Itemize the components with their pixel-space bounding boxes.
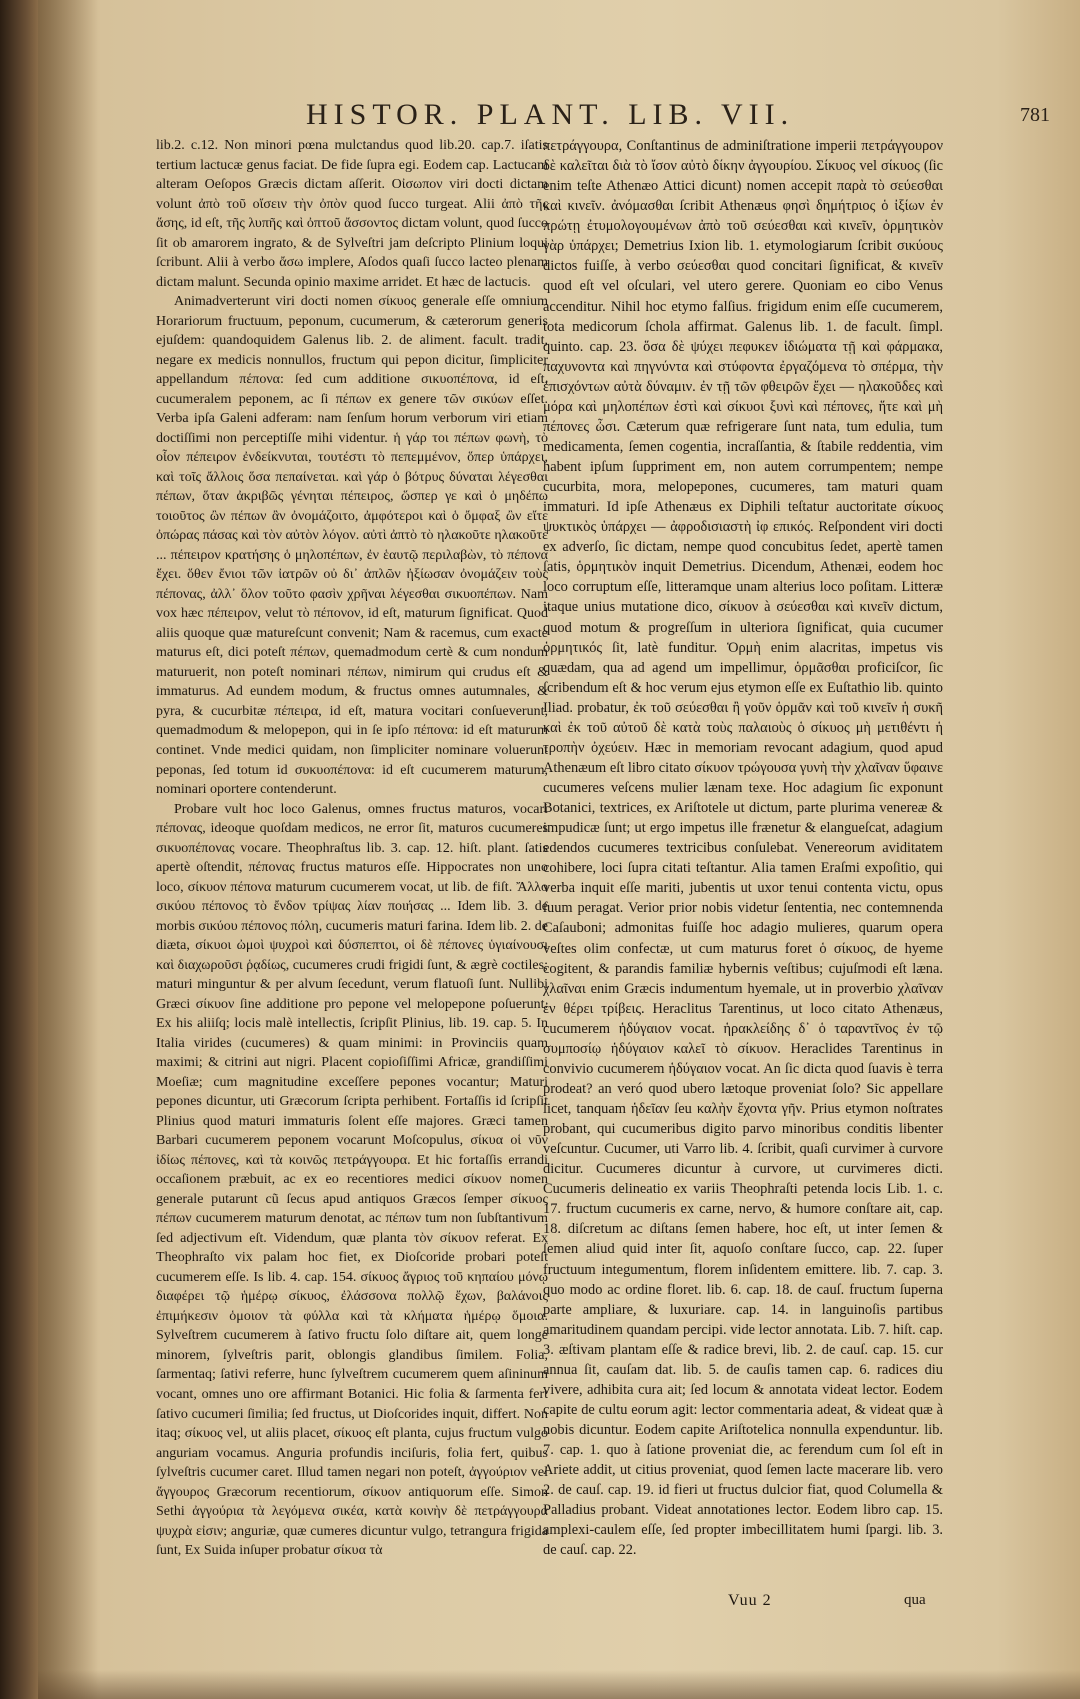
- paragraph: Animadverterunt viri docti nomen σίκυος generale eſſe omnium Horariorum fructuum, peponum, cucumerum, & cæterorum generis ejuſdem: quandoquidem Galenus lib. 2. de aliment. facult. tradit, negare ex medicis nonnullos, fructum qui pepon dicitur, ſimpliciter appellandum πέπονα: ſed cum additione σικυοπέπονα, id eſt, cucumeralem peponem, ac ſi πέπων ex genere τῶν σικύων eſſet. Verba ipſa Galeni adferam: nam ſenſum horum verborum viri etiam doctiſſimi non perceptiſſe mihi videntur. ἡ γάρ τοι πέπων φωνὴ, τὸ οἷον πέπειρον ἐνδείκνυται, τουτέστι τὸ πεπεμμένον, ὅπερ ὑπάρχει, καὶ τοῖς ἄλλοις ὅσα πεπαίνεται. καὶ γάρ ὁ βότρυς δύναται λέγεσθαι πέπων, ὅταν ἀκριβῶς γένηται πέπειρος, ὥσπερ γε καὶ ὁ μηδέπω τοιοῦτος ὢν πέπων ἂν ὀνομάζοιτο, ἀμφότεροι καὶ ὁ ὄμφαξ ὢν εἴτε ὀπώρας πάσας καὶ τὸν αὐτὸν λόγον. αὐτὶ ἀπτὸ τὸ ηλακοῦτε ηλακοῦτε ... πέπειρον κρατήσης ὁ μηλοπέπων, ἐν ἑαυτῷ περιλαβὼν, τὸ πέπονα ἔχει. ὅθεν ἔνιοι τῶν ἰατρῶν οὐ δι᾽ ἀπλῶν ἠξίωσαν ὀνομάζειν τοὺς πέπονας, ἀλλ᾽ ὅλον τοῦτο φασὶν χρῆναι λέγεσθαι σικυοπέπων. Nam vox hæc πέπειρον, velut τὸ πέπονον, id eſt, maturum ſignificat. Quod aliis quoque quæ matureſcunt convenit; Nam & racemus, cum exacte maturus eſt, dici poteſt πέπων, quemadmodum certè & cum nondum maturuerit, non poteſt nominari πέπων, nimirum qui crudus eſt & immaturus. Ad eundem modum, & fructus omnes autumnales, & pyra, & cucurbitæ πέπειρα, id eſt, matura vocitari conſueverunt, quemadmodum & melopepon, qui in ſe ipſo πέπονα: id eſt maturum continet. Vnde medici quidam, non ſimpliciter nominare voluerunt peponas, ſed totum id συκυοπέπονα: id eſt cucumerem maturum, nominari oportere contenderunt.: [156, 294, 548, 798]
- book-gutter-edge: [0, 0, 38, 1699]
- paragraph: lib.2. c.12. Non minori pœna mulctandus quod lib.20. cap.7. iſatis tertium lactucæ genus faciat. De fide ſupra egi. Eodem cap. Lactucam alteram Oeſopos Græcis dictam aſſerit. Oἰσωπον viri docti dictam volunt ἀπὸ τοῦ οἴσειν τὴν ὀπὸν quod ſucco turgeat. Alii ἀπὸ τῆς ἄσης, id eſt, τῆς λυπῆς καὶ ὀπτοῦ ἄσσοντος dictam volunt, quod ſucco ſit ob amarorem ingrato, & de Sylveſtri jam deſcripto Plinium loqui ſcribunt. Alii à verbo ἄσω implere, Aſodos quaſi ſucco lacteo plenam dictam malunt. Secunda opinio maxime arridet. Et hæc de lactucis.: [156, 138, 548, 290]
- page-number: 781: [1020, 104, 1050, 126]
- running-title: HISTOR. PLANT. LIB. VII.: [306, 98, 795, 131]
- page-bottom-edge: [38, 1670, 1080, 1699]
- paragraph: πετράγγουρα, Conſtantinus de adminiſtratione imperii πετράγγουρον δὲ καλεῖται διὰ τὸ ἴσον αὐτὸ δίκην ἀγγουρίου. Σίκυος vel σίκυος (ſic enim teſte Athenæo Attici dicunt) nomen accepit παρὰ τὸ σεύεσθαι καὶ κινεῖν. ἀνόμασθαι ſcribit Athenæus φησὶ δημήτριος ὁ ἰξίων ἐν πρώτῃ ἐτυμολογουμένων ἀπὸ τοῦ σεύεσθαι καὶ κινεῖν, ὁρμητικὸν γὰρ ὑπάρχει; Demetrius Ixion lib. 1. etymologiarum ſcribit σικύους dictos fuiſſe, à verbo σεύεσθαι quod concitari ſignificat, & κινεῖν quod eſt vel oſculari, vel utero gerere. Quoniam eo cibo Venus accenditur. Nihil hoc etymo falſius. frigidum enim eſſe cucumerem, tota medicorum ſchola affirmat. Galenus lib. 1. de facult. ſimpl. quinto. cap. 23. ὅσα δὲ ψύχει πεφυκεν ἰδιώματα τῇ καὶ φάρμακα, παχυνοντα καὶ πηγνύντα καὶ στύφοντα ἐργαζόμενα τὸ σπέρμα, τὴν ἐπισχόντων αὐτὰ δύναμιν. ἐν τῇ τῶν φθειρῶν ἔχει — ηλακοῦδες καὶ μόρα καὶ μηλοπέπων ἐστὶ καὶ σίκυοι ξυνὶ καὶ πέπονες, ἥτε καὶ μὴ πέπονες ὦσι. Cæterum quæ refrigerare ſunt nata, tum edulia, tum medicamenta, ſemen cogentia, incraſſantia, & ſtabile reddentia, vim habent ipſum ſuppriment em, non autem corrumpentem; nempe cucurbita, mora, melopepones, cucumeres, tam maturi quam immaturi. Id ipſe Athenæus ex Diphili teſtatur auctoritate σίκυος ψυκτικὸς ὑπάρχει — ἀφροδισιαστὴ ἰφ επικός. Reſpondent viri docti ex adverſo, ſic dictam, nempe quod concubitus ſedet, apertè tamen ſatis, ὁρμητικὸν inquit Demetrius. Dicendum, Athenæi, eodem hoc loco corruptum eſſe, litteramque unam alterius loco poſitam. Litteræ itaque unius mutatione dico, σίκυον à σεύεσθαι καὶ κινεῖν dictum, quod motum & progreſſum in ulteriora ſignificat, quia cucumer ὁρμητικός ſit, latè funditur. Ὁρμὴ enim alacritas, impetus vis quædam, qua ad agend um impellimur, ὁρμᾶσθαι proficiſcor, ſic ſcribendum eſt & hoc verum ejus etymon eſſe ex Euſtathio lib. quinto Iliad. probatur, ἐκ τοῦ σεύεσθαι ἢ γοῦν ὁρμᾶν καὶ τοῦ κινεῖν ἡ συκῆ καὶ ἐκ τοῦ αὐτοῦ δὲ κατὰ τοὺς παλαιοὺς ὁ σίκυος μὴ μετιθέντι ἡ τροπὴν ὀχεύειν. Hæc in memoriam revocant adagium, quod apud Athenæum eſt libro citato σίκυον τρώγουσα γυνὴ τὴν χλαῖναν ὕφαινε cucumeres veſcens mulier lænam texe. Hoc adagium ſic exponunt Botanici, textrices, ex Ariſtotele ut dictum, parte plurima venereæ & impudicæ ſunt; ut ergo impetus ille frænetur & elangueſcat, adagium edendos cucumeres textricibus conſulebat. Venereorum aviditatem cohibere, loci ſupra citati teſtantur. Alia tamen Eraſmi expoſitio, qui verba inquit eſſe mariti, jubentis ut uxor tenui contenta victu, opus ſuum peragat. Verior prior nobis videtur ſententia, nec contemnenda Caſauboni; admonitas fuiſſe hoc adagio mulieres, quarum opera veſtes olim confectæ, ut cum maturus foret ὁ σίκυος, de hyeme cogitent, & parandis familiæ hybernis veſtibus; cujuſmodi eſt læna. χλαῖναι enim Græcis indumentum hyemale, ut in proverbio χλαῖναν ἐν θέρει τρίβεις. Heraclitus Tarentinus, ut loco citato Athenæus, cucumerem ἡδύγαιον vocat. ἡρακλείδης δ᾽ ὁ ταραντῖνος ἐν τῷ συμποσίῳ ἡδύγαιον καλεῖ τὸ σίκυον. Heraclides Tarentinus in convivio cucumerem ἡδύγαιον vocat. An ſic dicta quod ſuavis è terra prodeat? an veró quod ubero lætoque proveniat ſolo? Sic appellare licet, tanquam ἡδεῖαν ſeu καλὴν ἔχοντα γῆν. Prius etymon noſtrates probant, qui cucumeribus digito parvo minoribus conditis libenter veſcuntur. Cucumer, uti Varro lib. 4. ſcribit, quaſi curvimer à curvore dicitur. Cucumeres dicuntur à curvore, ut curvimeres dicti. Cucumeris delineatio ex variis Theophraſti petenda locis Lib. 1. c. 17. fructum cucumeris ex carne, nervo, & humore conſtare ait, cap. 18. diſcretum ac diſtans ſemen habere, hoc eſt, ut inter ſemen & ſemen aliud quid inter ſit, aquoſo conſtare ſucco, cap. 22. ſuper fructuum integumentum, florem inſidentem emittere. lib. 7. cap. 3. quo modo ac ordine floret. lib. 6. cap. 18. de cauſ. fructum ſuperna parte ampliare, & luxuriare. cap. 14. in languinoſis partibus amaritudinem quandam percipi. vide lector annotata. Lib. 7. hiſt. cap. 3. æſtivam plantam eſſe & radice brevi, lib. 2. de cauſ. cap. 15. cur annua ſit, cauſam dat. lib. 5. de cauſis tamen cap. 6. radices diu vivere, adhibita cura ait; ſed locum & annotata videat lector. Eodem capite de cultu eorum agit: lector commentaria adeat, & videat quæ à nobis dicuntur. Eodem capite Ariſtotelica nonnulla expenduntur. lib. 7. cap. 1. quo à ſatione proveniat die, ac ferendum cum ſol eſt in Ariete addit, ut citius proveniat, quod ſemen lacte macerare lib. vero 2. de cauſ. cap. 19. id fieri ut fructus dulcior fiat, quod Columella & Palladius probant. Videat annotationes lector. Eodem libro cap. 15. amplexi-caulem eſſe, ſed propter imbecillitatem humi ſpargi. lib. 3. de cauſ. cap. 22.: [543, 138, 943, 1559]
- book-page: [38, 0, 1080, 1699]
- text-column-right: [543, 136, 943, 1560]
- gutter-shadow: [38, 0, 98, 1699]
- catchword: qua: [904, 1592, 926, 1608]
- running-head: [38, 98, 1080, 138]
- text-column-left: [156, 136, 548, 1561]
- signature-mark: Vuu 2: [728, 1592, 772, 1609]
- paragraph: Probare vult hoc loco Galenus, omnes fructus maturos, vocari πέπονας, ideoque quoſdam medicos, ne error ſit, maturos cucumeres σικυοπέπονας vocare. Theophraſtus lib. 3. cap. 12. hiſt. plant. ſatis apertè oſtendit, πέπονας fructus maturos eſſe. Hippocrates non uno loco, σίκυον πέπονα maturum cucumerem vocat, ut lib. de fiſt. Ἄλλο σικύου πέπονος τὸ ἔνδον τρίψας λίαν ποιήσας ... Idem lib. 3. de morbis σικύου πέπονος πόλη, cucumeris maturi farina. Idem lib. 2. de diæta, σίκυοι ὠμοὶ ψυχροὶ καὶ δύσπεπτοι, οἱ δὲ πέπονες ὑγιαίνουσι καὶ διαχωροῦσι ῥᾳδίως, cucumeres crudi frigidi ſunt, & ægrè coctiles; maturi minguntur & per alvum ſecedunt, verum flatuoſi ſunt. Nullibi Græci σίκυον ſine additione pro pepone vel melopepone poſuerunt. Ex his aliiſq; locis malè intellectis, ſcripſit Plinius, lib. 19. cap. 5. In Italia virides (cucumeres) & quam minimi: in Provinciis quam maximi; & citrini aut nigri. Placent copioſiſſimi Africæ, grandiſſimi Moeſiæ; cum magnitudine exceſſere pepones vocantur; Maturi pepones dicuntur, uti Græcorum ſcripta perhibent. Fortaſſis id ſcripſit Plinius quod maturi immaturis ſolent eſſe majores. Græci tamen Barbari cucumerem peponem vocarunt Moſcopulus, σίκυα οἱ νῦν ἰδίως πέπονες, καὶ τὰ κοινῶς πετράγγουρα. Et hic fortaſſis errandi occaſionem præbuit, ac ex eo recentiores medici σίκυον nomen generale putarunt cũ ſecus apud antiquos Græcos ſemper σίκυος πέπων cucumerem maturum denotat, ac πέπων tum non ſubſtantivum ſed adjectivum eſt. Videndum, quæ planta τὸν σίκυον referat. Ex Theophraſto vix palam hoc fiet, ex Dioſcoride probari poteſt cucumerem eſſe. Is lib. 4. cap. 154. σίκυος ἄγριος τοῦ κηπαίου μόνῳ διαφέρει τῷ ἡμέρῳ σίκυος, ἐλάσσονα πολλῷ ἔχων, βαλάνοις ἐπιμήκεσιν ὁμοιον τὰ φύλλα καὶ τὰ κλήματα ἡμέρῳ ὅμοια. Sylveſtrem cucumerem à ſativo fructu ſolo diſtare ait, quem longe minorem, ſylveſtris parit, oblongis glandibus ſimilem. Folia, ſarmentaq; ſativi referre, hunc ſylveſtrem cucumerem quem aſininum vocant, omnes uno ore affirmant Botanici. Hic folia & ſarmenta fert ſativo cucumeri ſimilia; ſed fructus, ut Dioſcorides inquit, differt. Non itaq; σίκυος vel, ut aliis placet, σίκυος eſt planta, cujus fructum vulgo anguriam vocamus. Anguria profundis inciſuris, folia fert, quibus ſylveſtris cucumer caret. Illud tamen negari non poteſt, ἀγγούριον vel ἄγγουρος Græcorum recentiorum, σίκυον antiquorum eſſe. Simon Sethi ἀγγούρια τὰ λεγόμενα σικέα, κατὰ κοινὴν δὲ πετράγγουρα ψυχρὰ εἰσιν; anguriæ, quæ cumeres dicuntur vulgo, tetrangura frigida ſunt, Ex Suida inſuper probatur σίκυα τὰ: [156, 801, 548, 1559]
